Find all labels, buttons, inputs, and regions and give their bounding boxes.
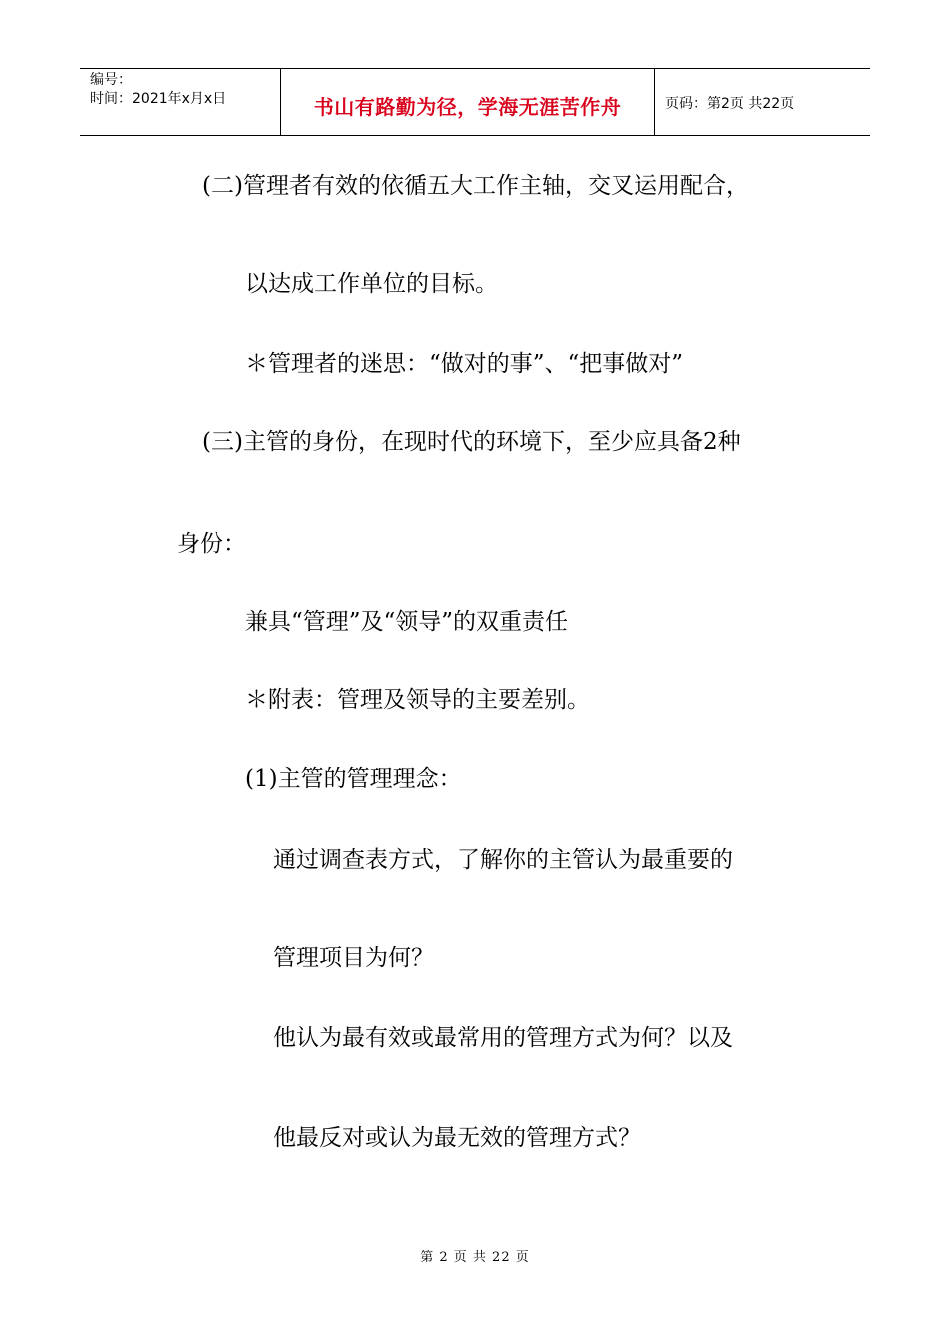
body-line: ＊附表：管理及领导的主要差别。: [245, 687, 590, 713]
body-line: 身份：: [177, 531, 246, 557]
header-info-cell: [80, 69, 281, 135]
body-line: (1)主管的管理理念：: [245, 766, 462, 792]
body-line: (三)主管的身份，在现时代的环境下，至少应具备2种: [202, 429, 741, 455]
body-line: 以达成工作单位的目标。: [245, 271, 498, 297]
page-header: [80, 68, 870, 136]
time-label: 时间：2021年x月x日: [90, 91, 227, 107]
body-line: (二)管理者有效的依循五大工作主轴，交叉运用配合，: [202, 173, 749, 199]
body-line: 通过调查表方式，了解你的主管认为最重要的: [273, 847, 733, 873]
body-line: ＊管理者的迷思：“做对的事”、“把事做对”: [245, 351, 684, 377]
header-page-label: 页码：第2页 共22页: [665, 96, 795, 112]
body-line: 他最反对或认为最无效的管理方式？: [273, 1125, 641, 1151]
page-footer: 第 2 页 共 22 页: [420, 1250, 530, 1265]
body-line: 兼具“管理”及“领导”的双重责任: [245, 609, 569, 635]
number-label: 编号：: [90, 72, 132, 88]
header-motto: 书山有路勤为径，学海无涯苦作舟: [281, 69, 655, 135]
body-line: 他认为最有效或最常用的管理方式为何？以及: [273, 1025, 733, 1051]
body-line: 管理项目为何？: [273, 945, 434, 971]
